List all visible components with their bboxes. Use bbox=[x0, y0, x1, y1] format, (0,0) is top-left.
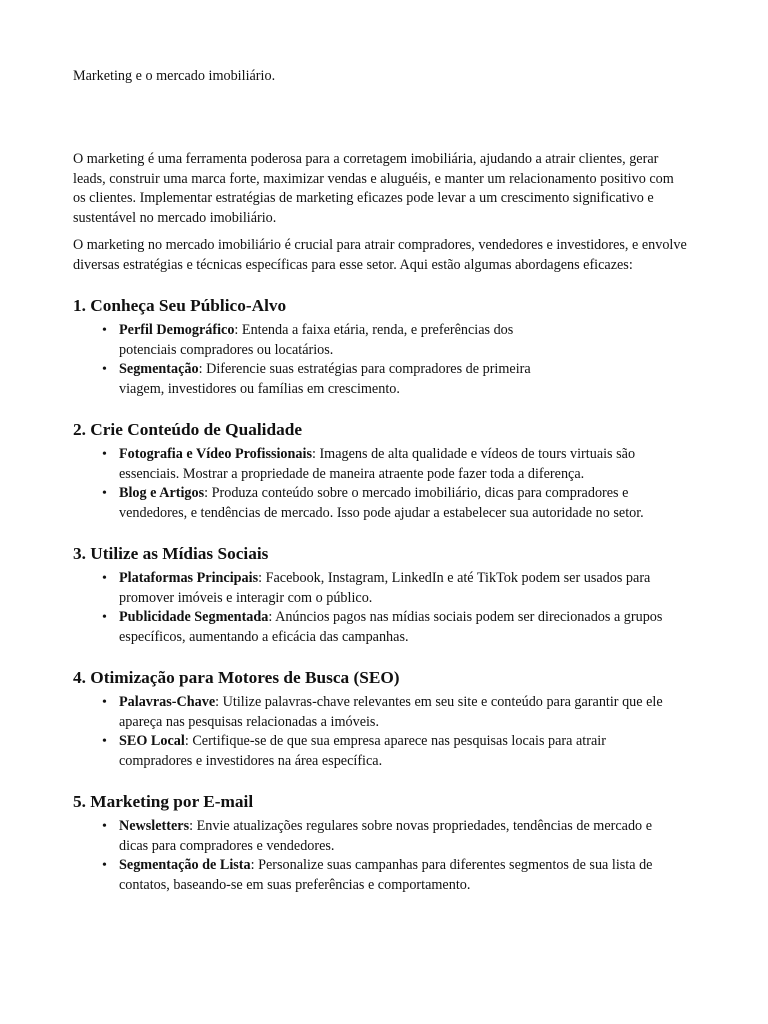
list-item bbox=[102, 856, 659, 895]
item-text: : Diferencie suas estratégias para compradores de primeira viagem, investidores ou famílias em crescimento. bbox=[119, 361, 531, 397]
item-text: : Facebook, Instagram, LinkedIn e até TikTok podem ser usados para promover imóveis e interagir com o público. bbox=[119, 570, 651, 606]
list-item bbox=[102, 817, 659, 856]
context-paragraph: O marketing no mercado imobiliário é crucial para atrair compradores, vendedores e investidores, e envolve diversas estratégias e técnicas específicas para esse setor. Aqui estão algumas abordagens eficazes: bbox=[73, 237, 687, 273]
list-item bbox=[102, 360, 569, 399]
section-heading: 5. Marketing por E-mail bbox=[73, 792, 254, 811]
item-text: : Entenda a faixa etária, renda, e preferências dos potenciais compradores ou locatários. bbox=[119, 322, 514, 358]
item-term: Perfil Demográfico bbox=[119, 322, 235, 338]
bullet-icon: • bbox=[102, 486, 107, 501]
list-item bbox=[102, 608, 664, 647]
item-text: : Produza conteúdo sobre o mercado imobiliário, dicas para compradores e vendedores, e tendências de mercado. Isso pode ajudar a estabelecer sua autoridade no setor. bbox=[119, 485, 644, 521]
list-item bbox=[102, 484, 689, 523]
bullet-icon: • bbox=[102, 858, 107, 873]
item-text: : Utilize palavras-chave relevantes em seu site e conteúdo para garantir que ele apareça nas pesquisas relacionadas a imóveis. bbox=[119, 694, 663, 730]
section-email-marketing bbox=[73, 791, 688, 895]
bullet-list bbox=[73, 569, 664, 647]
intro-paragraph: O marketing é uma ferramenta poderosa para a corretagem imobiliária, ajudando a atrair clientes, gerar leads, construir uma marca forte, maximizar vendas e aluguéis, e manter um relacionamento positivo com os clientes. Implementar estratégias de marketing eficazes pode levar a um crescimento significativo e sustentável no mercado imobiliário. bbox=[73, 151, 674, 226]
section-public bbox=[73, 295, 688, 399]
document-body bbox=[73, 150, 688, 895]
list-item bbox=[102, 732, 671, 771]
bullet-list bbox=[73, 321, 569, 399]
bullet-list bbox=[73, 693, 671, 771]
list-item bbox=[102, 569, 664, 608]
item-term: SEO Local bbox=[119, 733, 185, 749]
item-term: Palavras-Chave bbox=[119, 694, 216, 710]
bullet-icon: • bbox=[102, 819, 107, 834]
bullet-list bbox=[73, 817, 659, 895]
section-seo bbox=[73, 667, 688, 771]
bullet-icon: • bbox=[102, 734, 107, 749]
bullet-icon: • bbox=[102, 610, 107, 625]
item-text: : Imagens de alta qualidade e vídeos de tours virtuais são essenciais. Mostrar a propriedade de maneira atraente pode fazer toda a diferença. bbox=[119, 446, 636, 482]
item-term: Blog e Artigos bbox=[119, 485, 205, 501]
list-item bbox=[102, 445, 689, 484]
section-heading: 1. Conheça Seu Público-Alvo bbox=[73, 296, 287, 315]
section-content bbox=[73, 419, 688, 523]
item-term: Segmentação de Lista bbox=[119, 857, 251, 873]
list-item bbox=[102, 321, 569, 360]
item-term: Publicidade Segmentada bbox=[119, 609, 269, 625]
item-text: : Certifique-se de que sua empresa aparece nas pesquisas locais para atrair compradores e investidores na área específica. bbox=[119, 733, 606, 769]
item-text: : Envie atualizações regulares sobre novas propriedades, tendências de mercado e dicas para compradores e vendedores. bbox=[119, 818, 652, 854]
section-heading: 2. Crie Conteúdo de Qualidade bbox=[73, 420, 302, 439]
bullet-icon: • bbox=[102, 323, 107, 338]
item-term: Newsletters bbox=[119, 818, 190, 834]
section-social-media bbox=[73, 543, 688, 647]
item-text: : Anúncios pagos nas mídias sociais podem ser direcionados a grupos específicos, aumentando a eficácia das campanhas. bbox=[119, 609, 663, 645]
bullet-list bbox=[73, 445, 689, 523]
item-term: Segmentação bbox=[119, 361, 199, 377]
list-item bbox=[102, 693, 671, 732]
bullet-icon: • bbox=[102, 362, 107, 377]
document-title: Marketing e o mercado imobiliário. bbox=[73, 68, 276, 84]
bullet-icon: • bbox=[102, 447, 107, 462]
item-text: : Personalize suas campanhas para diferentes segmentos de sua lista de contatos, baseando-se em suas preferências e comportamento. bbox=[119, 857, 653, 893]
bullet-icon: • bbox=[102, 571, 107, 586]
bullet-icon: • bbox=[102, 695, 107, 710]
section-heading: 4. Otimização para Motores de Busca (SEO) bbox=[73, 668, 400, 687]
section-heading: 3. Utilize as Mídias Sociais bbox=[73, 544, 269, 563]
item-term: Fotografia e Vídeo Profissionais bbox=[119, 446, 312, 462]
item-term: Plataformas Principais bbox=[119, 570, 259, 586]
